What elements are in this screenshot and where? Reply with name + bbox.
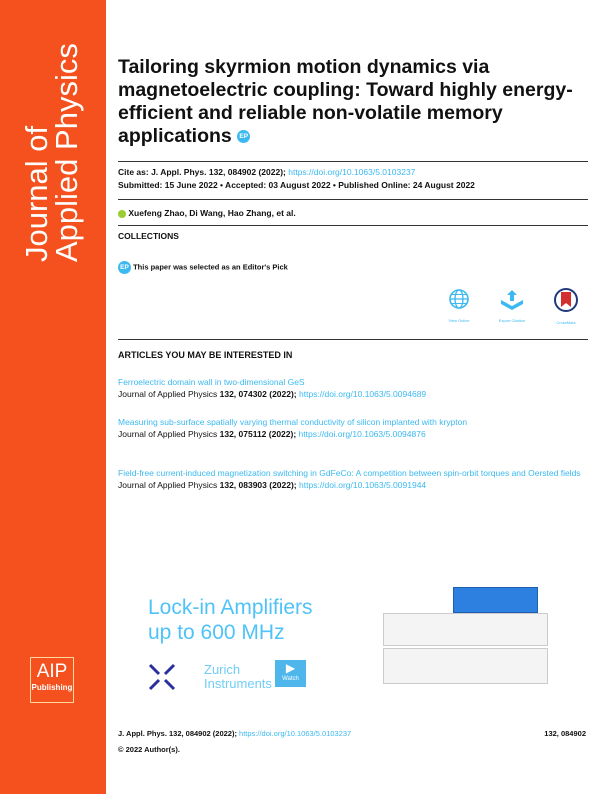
globe-icon (448, 288, 470, 310)
advertisement-banner[interactable] (128, 585, 568, 710)
related-heading: ARTICLES YOU MAY BE INTERESTED IN (118, 350, 293, 360)
doi-link[interactable]: https://doi.org/10.1063/5.0103237 (288, 167, 416, 177)
divider (118, 339, 588, 340)
related-article-title[interactable]: Ferroelectric domain wall in two-dimensional GeS (118, 377, 305, 387)
device-image (383, 648, 548, 684)
crossmark-button[interactable]: CrossMark (541, 288, 591, 325)
export-citation-button[interactable]: Export Citation (487, 288, 537, 323)
export-icon (499, 288, 525, 310)
journal-name: Journal of Applied Physics (19, 43, 84, 262)
divider (118, 225, 588, 226)
doi-link[interactable]: https://doi.org/10.1063/5.0091944 (299, 480, 427, 490)
related-article-title[interactable]: Field-free current-induced magnetization switching in GdFeCo: A competition between spin-orbit torques and Oersted fields (118, 468, 581, 478)
editors-pick-badge-icon: EP (237, 130, 250, 143)
publication-dates: Submitted: 15 June 2022 • Accepted: 03 August 2022 • Published Online: 24 August 2022 (118, 180, 475, 190)
cite-as: Cite as: J. Appl. Phys. 132, 084902 (2022); https://doi.org/10.1063/5.0103237 (118, 167, 416, 177)
collections-heading: COLLECTIONS (118, 231, 179, 241)
doi-link[interactable]: https://doi.org/10.1063/5.0094689 (299, 389, 427, 399)
divider (118, 199, 588, 200)
related-article: Ferroelectric domain wall in two-dimensional GeS Journal of Applied Physics 132, 074302 (2022); https://doi.org/10.1063/5.0094689 (118, 376, 588, 400)
page-number: 132, 084902 (544, 729, 586, 738)
footer-cite: J. Appl. Phys. 132, 084902 (2022); https://doi.org/10.1063/5.0103237 (118, 729, 352, 738)
copyright: © 2022 Author(s). (118, 745, 180, 754)
aip-publishing-logo: AIP Publishing (30, 657, 74, 703)
authors[interactable]: Xuefeng Zhao, Di Wang, Hao Zhang, et al. (118, 208, 296, 218)
watch-button[interactable]: ▶ Watch (275, 660, 306, 687)
doi-link[interactable]: https://doi.org/10.1063/5.0103237 (239, 729, 352, 738)
article-title: Tailoring skyrmion motion dynamics via magnetoelectric coupling: Toward highly energy-efficient and reliable non-volatile memory applications EP (118, 56, 573, 147)
ad-brand: Zurich Instruments (204, 662, 272, 691)
related-article: Field-free current-induced magnetization switching in GdFeCo: A competition between spin-orbit torques and Oersted fields Journal of Applied Physics 132, 083903 (2022); https://doi.org/10.1063/5.0091944 (118, 467, 588, 491)
view-online-button[interactable]: View Online (434, 288, 484, 323)
play-icon: ▶ (285, 661, 296, 675)
related-article-title[interactable]: Measuring sub-surface spatially varying thermal conductivity of silicon implanted with krypton (118, 417, 468, 427)
divider (118, 161, 588, 162)
zurich-instruments-logo-icon (148, 663, 176, 691)
editors-pick-icon: EP (118, 261, 131, 274)
related-article: Measuring sub-surface spatially varying thermal conductivity of silicon implanted with krypton Journal of Applied Physics 132, 075112 (2022); https://doi.org/10.1063/5.0094876 (118, 416, 588, 440)
orcid-icon (118, 210, 126, 218)
ad-headline: Lock-in Amplifiers up to 600 MHz (148, 596, 313, 644)
doi-link[interactable]: https://doi.org/10.1063/5.0094876 (298, 429, 426, 439)
crossmark-icon (554, 288, 578, 312)
editors-pick-note: EP This paper was selected as an Editor's Pick (118, 261, 288, 274)
device-image (453, 587, 538, 613)
device-image (383, 613, 548, 646)
journal-sidebar (0, 0, 106, 794)
